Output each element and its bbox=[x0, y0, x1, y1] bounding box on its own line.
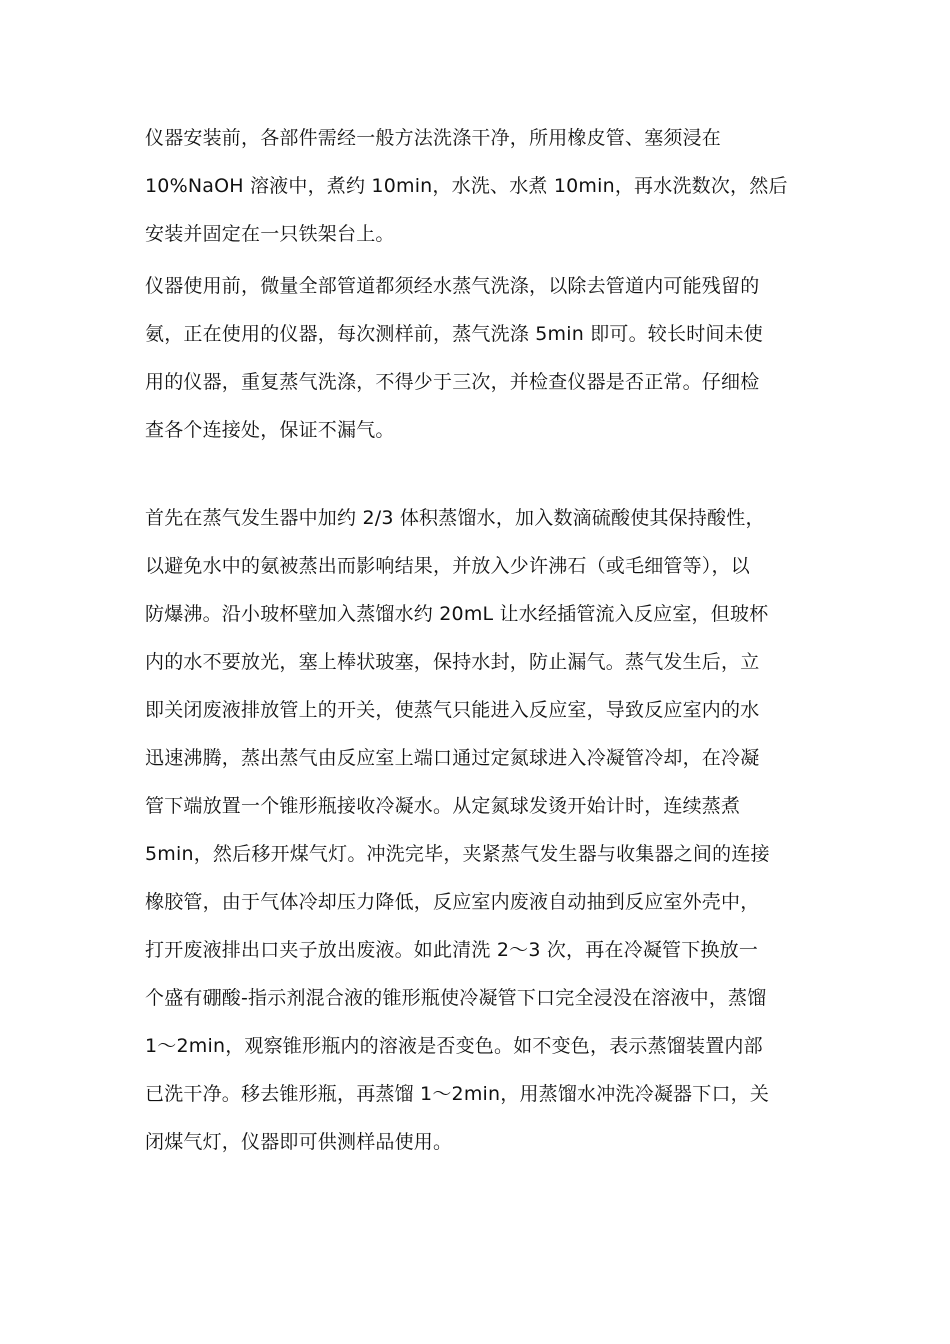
text-line: 用的仪器，重复蒸气洗涤，不得少于三次，并检查仪器是否正常。仔细检 bbox=[145, 371, 760, 393]
text-line: 仪器安装前，各部件需经一般方法洗涤干净，所用橡皮管、塞须浸在 bbox=[145, 127, 722, 149]
text-line: 橡胶管，由于气体冷却压力降低，反应室内废液自动抽到反应室外壳中， bbox=[145, 891, 760, 913]
paragraph-installation bbox=[145, 114, 810, 258]
text-line: 即关闭废液排放管上的开关，使蒸气只能进入反应室，导致反应室内的水 bbox=[145, 699, 760, 721]
text-line: 1～2min，观察锥形瓶内的溶液是否变色。如不变色，表示蒸馏装置内部 bbox=[145, 1035, 763, 1057]
text-line: 5min，然后移开煤气灯。冲洗完毕，夹紧蒸气发生器与收集器之间的连接 bbox=[145, 843, 770, 865]
text-line: 已洗干净。移去锥形瓶，再蒸馏 1～2min，用蒸馏水冲洗冷凝器下口，关 bbox=[145, 1083, 770, 1105]
text-line: 迅速沸腾，蒸出蒸气由反应室上端口通过定氮球进入冷凝管冷却，在冷凝 bbox=[145, 747, 760, 769]
text-line: 闭煤气灯，仪器即可供测样品使用。 bbox=[145, 1131, 453, 1153]
text-line: 查各个连接处，保证不漏气。 bbox=[145, 419, 395, 441]
text-line: 氨，正在使用的仪器，每次测样前，蒸气洗涤 5min 即可。较长时间未使 bbox=[145, 323, 763, 345]
text-line: 打开废液排出口夹子放出废液。如此清洗 2～3 次，再在冷凝管下换放一 bbox=[145, 939, 759, 961]
text-line: 以避免水中的氨被蒸出而影响结果，并放入少许沸石（或毛细管等），以 bbox=[145, 555, 750, 577]
text-line: 防爆沸。沿小玻杯壁加入蒸馏水约 20mL 让水经插管流入反应室，但玻杯 bbox=[145, 603, 769, 625]
text-line: 仪器使用前，微量全部管道都须经水蒸气洗涤，以除去管道内可能残留的 bbox=[145, 275, 760, 297]
text-line: 内的水不要放光，塞上棒状玻塞，保持水封，防止漏气。蒸气发生后，立 bbox=[145, 651, 760, 673]
paragraph-procedure bbox=[145, 494, 810, 1166]
text-line: 安装并固定在一只铁架台上。 bbox=[145, 223, 395, 245]
text-line: 管下端放置一个锥形瓶接收冷凝水。从定氮球发烫开始计时，连续蒸煮 bbox=[145, 795, 741, 817]
text-line: 10%NaOH 溶液中，煮约 10min，水洗、水煮 10min，再水洗数次，然后 bbox=[145, 175, 788, 197]
text-line: 个盛有硼酸-指示剂混合液的锥形瓶使冷凝管下口完全浸没在溶液中，蒸馏 bbox=[145, 987, 767, 1009]
paragraph-pre-use bbox=[145, 262, 810, 454]
text-line: 首先在蒸气发生器中加约 2/3 体积蒸馏水，加入数滴硫酸使其保持酸性， bbox=[145, 507, 765, 529]
